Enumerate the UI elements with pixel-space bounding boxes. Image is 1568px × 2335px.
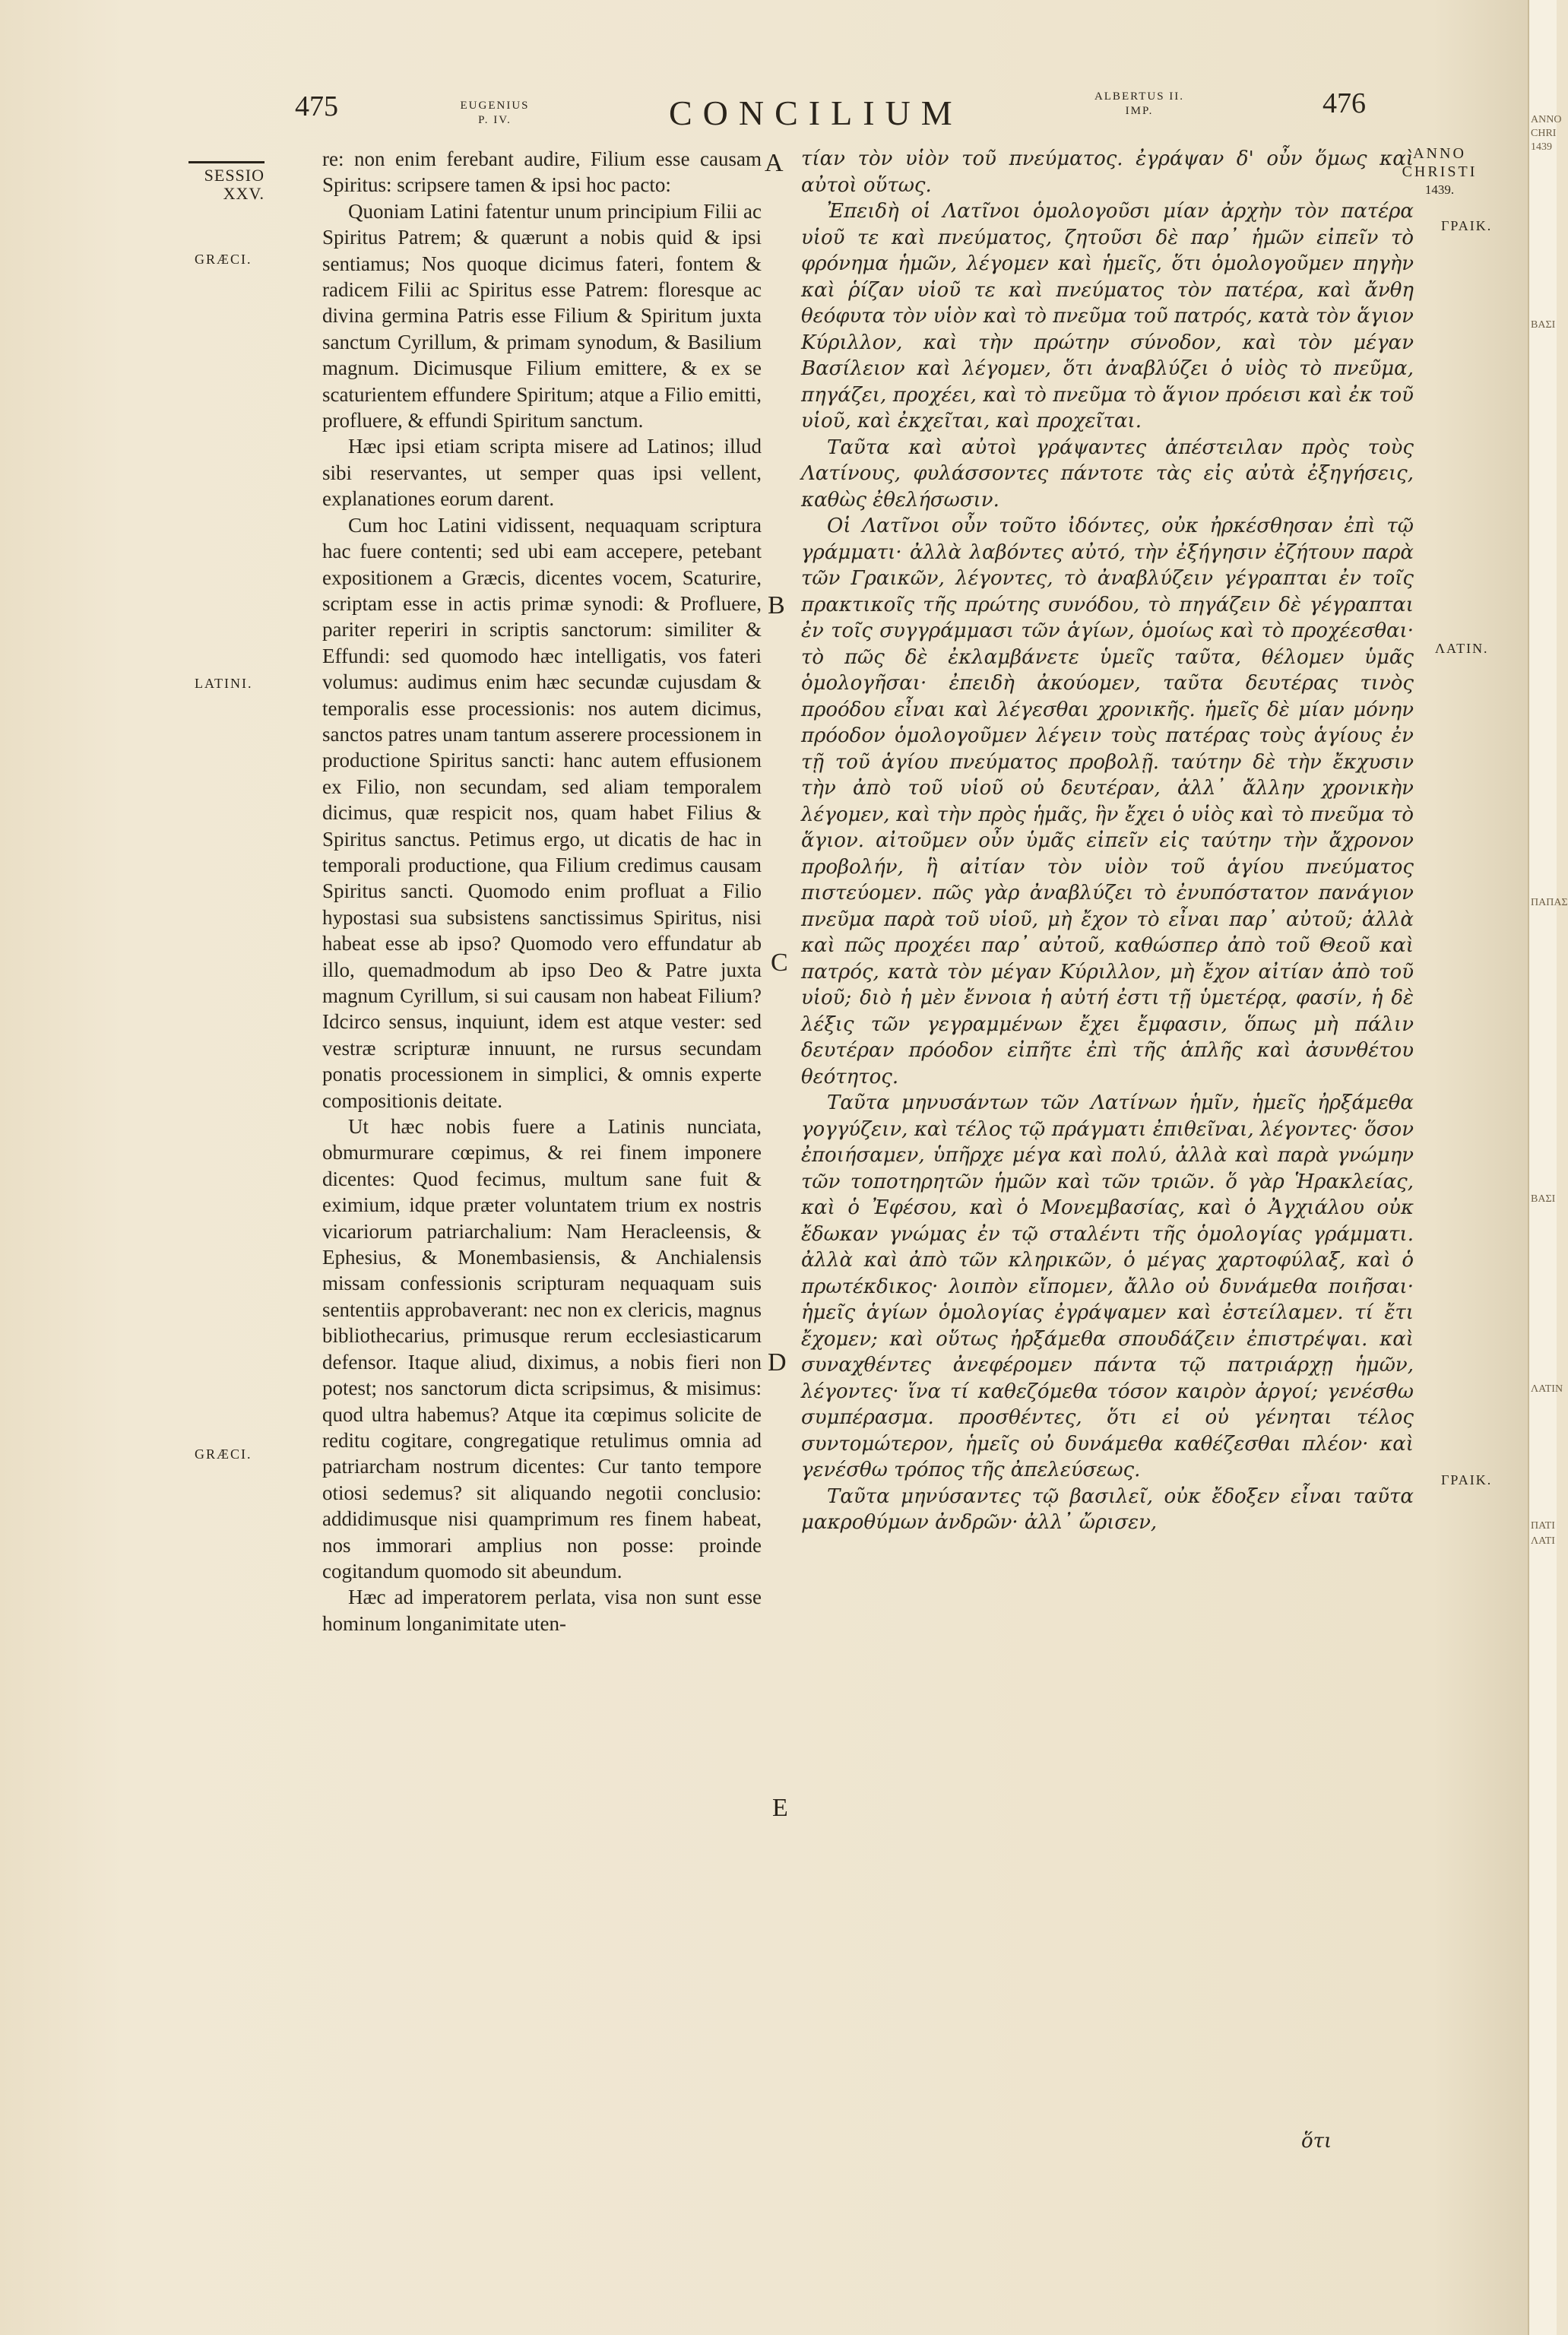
year-label-christi: CHRISTI: [1402, 163, 1478, 180]
facing-page-edge: [1528, 0, 1568, 2335]
edge-text: ANNO: [1531, 114, 1562, 125]
page-number-right: 476: [1323, 87, 1366, 119]
greek-text-column: [801, 146, 1414, 1536]
greek-paragraph: Ταῦτα μηνύσαντες τῷ βασιλεῖ, οὐκ ἔδοξεν εἶναι ταῦτα μακροθύμων ἀνδρῶν· ἀλλ᾽ ὤρισεν,: [801, 1484, 1414, 1534]
sidenote-graik: ΓΡΑΙΚ.: [1441, 218, 1493, 233]
latin-text-column: [322, 146, 762, 1636]
session-marker: [188, 161, 265, 203]
edge-text: CHRI: [1531, 128, 1557, 139]
running-head-emperor: [1082, 90, 1196, 119]
page-title: CONCILIUM: [669, 93, 963, 132]
greek-paragraph: τίαν τὸν υἱὸν τοῦ πνεύματος. ἐγράψαν δ' οὖν ὅμως καὶ αὐτοὶ οὕτως.: [801, 147, 1414, 197]
margin-letter-d: D: [768, 1348, 787, 1377]
session-number: XXV.: [223, 184, 265, 203]
pope-name: EUGENIUS: [460, 100, 530, 112]
greek-paragraph: Ταῦτα μηνυσάντων τῶν Λατίνων ἡμῖν, ἡμεῖς ἠρξάμεθα γογγύζειν, καὶ τέλος τῷ πράγματι ἐπιθεῖναι, λέγοντες· ὅσον ἐποιήσαμεν, ὑπῆρχε μέγα καὶ πολύ, ἀλλὰ καὶ παρὰ γνώμην τῶν τοποτηρητῶν ἡμῶν καὶ τῶν τριῶν. ὅ γὰρ Ἡρακλείας, καὶ ὁ Ἐφέσου, καὶ ὁ Μονεμβασίας, καὶ ὁ Ἀγχιάλου οὐκ ἔδωκαν γνώμας ἐν τῷ σταλέντι τῆς ὁμολογίας γράμματι. ἀλλὰ καὶ ἀπὸ τῶν κληρικῶν, ὁ μέγας χαρτοφύλαξ, καὶ ὁ πρωτέκδικος· λοιπὸν εἴπομεν, ἄλλο οὐ δυνάμεθα ποιῆσαι· ἡμεῖς ἁγίων ὁμολογίας ἐγράψαμεν καὶ ἐστείλαμεν. τί ἔτι ἔχομεν; καὶ οὕτως ἠρξάμεθα σπουδάζειν ἐπιστρέψαι. καὶ συναχθέντες ἀνεφέρομεν πάντα τῷ πατριάρχῃ ἡμῶν, λέγοντες· ἵνα τί καθεζόμεθα τόσον καιρὸν ἀργοί; γενέσθω συμπέρασμα. προσθέντες, ὅτι εἰ οὐ γένηται τέλος συντομώτερον, ἡμεῖς οὐ δυνάμεθα καθέζεσθαι πλέον· καὶ γενέσθω τρόπος τῆς ἀπελεύσεως.: [801, 1091, 1414, 1481]
session-rule: [188, 161, 265, 163]
pope-number: P. IV.: [478, 114, 512, 126]
edge-text: ΒΑΣΙ: [1531, 319, 1556, 331]
edge-text: ΠΑΠΑΣ: [1531, 897, 1568, 908]
latin-paragraph: Ut hæc nobis fuere a Latinis nunciata, obmurmurare cœpimus, & rei finem imponere dicentes: Quod fecimus, multum sane fuit & eximium, idque præter voluntatem trium ex nostris vicariorum patriarchalium: Nam Heracleensis, & Ephesius, & Monembasiensis, & Anchialensis missam confessionis scripturam nequaquam suis sententiis approbaverant: nec non ex clericis, magnus bibliothecarius, primusque rerum ecclesiasticarum defensor. Itaque aliud, diximus, a nobis fieri non potest; nos sanctorum dicta scripsimus, & misimus: quod ultra habemus? Atque ita cœpimus solicite de reditu cogitare, congregatique retulimus omnia ad patriarcham nostrum dicentes: Cur tanto tempore otiosi sedemus? sit aliquando negotii conclusio: addidimusque nisi quamprimum res finem habeat, nos immorari amplius non posse: proinde cogitandum quomodo sit abeundum.: [322, 1115, 762, 1583]
sidenote-graeci: GRÆCI.: [195, 1446, 252, 1462]
year-label-anno: ANNO: [1413, 145, 1466, 162]
edge-text: ΠΑΤΙ: [1531, 1520, 1555, 1532]
latin-paragraph: Hæc ad imperatorem perlata, visa non sunt esse hominum longanimitate uten-: [322, 1586, 762, 1635]
latin-paragraph: Hæc ipsi etiam scripta misere ad Latinos; illud sibi reservantes, ut semper quas ipsi vellent, explanationes eorum darent.: [322, 435, 762, 511]
edge-text: ΛΑΤΙΝ: [1531, 1383, 1563, 1395]
page-number-left: 475: [295, 90, 338, 122]
latin-paragraph: Cum hoc Latini vidissent, nequaquam scriptura hac fuere contenti; sed ubi eam accepere, petebant expositionem a Græcis, dicentes vocem, Scaturire, scriptam esse in actis primæ synodi: & Profluere, pariter reperiri in scriptis sanctorum: similiter & Effundi: sed quomodo hæc intelligatis, vos fateri volumus: audimus enim hæc secundæ cujusdam & temporalis esse processionis: nos autem dicimus, sanctos patres unam tantum asserere processionem in productione Spiritus sancti: hanc autem effusionem ex Filio, non secundam, sed aliam temporalem dicimus, quæ respicit nos, quam habet Filius & Spiritus sanctus. Petimus ergo, ut dicatis de hac in temporali productione, qua Filium credimus causam Spiritus sancti. Quomodo enim profluat a Filio hypostasi sua subsistens sanctissimus Spiritus, nisi habeat esse ab ipso? Quomodo vero effundatur ab illo, quemadmodum ab ipso Deo & Patre juxta magnum Cyrillum, si sui causam non habeat Filium? Idcirco sensus, inquiunt, idem est atque vester: sed vestræ scripturæ innuunt, ne rursus secundam ponatis processionem in simplici, & omnis experte compositionis deitate.: [322, 513, 762, 1112]
sidenote-latini: LATINI.: [195, 676, 253, 691]
margin-letter-b: B: [768, 591, 785, 619]
latin-paragraph: re: non enim ferebant audire, Filium esse causam Spiritus: scripsere tamen & ipsi hoc pacto:: [322, 147, 762, 197]
sidenote-graeci: GRÆCI.: [195, 252, 252, 267]
greek-paragraph: Ταῦτα καὶ αὐτοὶ γράψαντες ἀπέστειλαν πρὸς τοὺς Λατίνους, φυλάσσοντες πάντοτε τὰς εἰς αὐτὰ ἐξηγήσεις, καθὼς ἐθελήσωσιν.: [801, 436, 1414, 512]
margin-letter-c: C: [771, 949, 788, 977]
margin-letter-e: E: [772, 1794, 788, 1822]
sidenote-graik: ΓΡΑΙΚ.: [1441, 1472, 1493, 1487]
margin-letter-a: A: [765, 149, 784, 177]
year-value: 1439.: [1424, 182, 1455, 197]
emperor-name: ALBERTUS II.: [1094, 90, 1185, 103]
edge-text: ΒΑΣΙ: [1531, 1193, 1556, 1205]
edge-text: ΛΑΤΙ: [1531, 1535, 1555, 1547]
latin-paragraph: Quoniam Latini fatentur unum principium Filii ac Spiritus Patrem; & quærunt a nobis quid & ipsi sentiamus; Nos quoque dicimus fateri, fontem & radicem Filii ac Spiritus esse Patrem: floresque ac divina germina Patris esse Filium & Spiritum juxta sanctum Cyrillum, & primam synodum, & Basilium magnum. Dicimusque Filium emittere, & ex se scaturientem effundere Spiritum; atque a Filio emitti, profluere, & effundi Spiritum sanctum.: [322, 199, 762, 432]
running-head-pope: [453, 99, 537, 128]
greek-paragraph: Οἱ Λατῖνοι οὖν τοῦτο ἰδόντες, οὐκ ἠρκέσθησαν ἐπὶ τῷ γράμματι· ἀλλὰ λαβόντες αὐτό, τὴν ἐξήγησιν ἐζήτουν παρὰ τῶν Γραικῶν, λέγοντες, τὸ ἀναβλύζειν γέγραπται ἐν τοῖς πρακτικοῖς τῆς πρώτης συνόδου, τὸ πηγάζειν δὲ γέγραπται ἐν τοῖς συγγράμμασι τῶν ἁγίων, ὁμοίως καὶ τὸ προχέεσθαι· τὸ πῶς δὲ ἐκλαμβάνετε ὑμεῖς ταῦτα, θέλομεν ὑμᾶς ὁμολογῆσαι· ἐπειδὴ ἀκούομεν, ταῦτα δευτέρας τινὸς προόδου εἶναι καὶ λέγεσθαι χρονικῆς. ἡμεῖς δὲ μίαν μόνην πρόοδον ὁμολογοῦμεν λέγειν τοὺς πατέρας τοὺς ἁγίους ἐν τῇ τοῦ ἁγίου πνεύματος προβολῇ. ταύτην δὲ τὴν ἔκχυσιν τὴν ἀπὸ τοῦ υἱοῦ οὐ δευτέραν, ἀλλ᾽ ἄλλην χρονικὴν λέγομεν, καὶ τὴν πρὸς ἡμᾶς, ἣν ἔχει ὁ υἱὸς καὶ τὸ πνεῦμα τὸ ἅγιον. αἰτοῦμεν οὖν ὑμᾶς εἰπεῖν εἰς ταύτην τὴν ἄχρονον προβολήν, ἣ αἰτίαν τὸν υἱὸν τοῦ ἁγίου πνεύματος πιστεύομεν. πῶς γὰρ ἀναβλύζει τὸ ἐνυπόστατον πανάγιον πνεῦμα παρὰ τοῦ υἱοῦ, μὴ ἔχον τὸ εἶναι παρ᾽ αὐτοῦ; ἀλλὰ καὶ πῶς προχέει παρ᾽ αὐτοῦ, καθώσπερ ἀπὸ τοῦ Θεοῦ καὶ πατρός, κατὰ τὸν μέγαν Κύριλλον, μὴ ἔχον αἰτίαν ἀπὸ τοῦ υἱοῦ; διὸ ἡ μὲν ἔννοια ἡ αὐτή ἐστι τῇ ὑμετέρᾳ, φασίν, ἡ δὲ λέξις τῶν γεγραμμένων ἔχει ἔμφασιν, ὅπως μὴ πάλιν δευτέραν πρόοδον εἰπῆτε ἐπὶ τῆς ἁπλῆς καὶ ἀσυνθέτου θεότητος.: [801, 515, 1414, 1088]
greek-paragraph: Ἐπειδὴ οἱ Λατῖνοι ὁμολογοῦσι μίαν ἀρχὴν τὸν πατέρα υἱοῦ τε καὶ πνεύματος, ζητοῦσι δὲ παρ᾽ ἡμῶν εἰπεῖν τὸ φρόνημα ἡμῶν, λέγομεν καὶ ἡμεῖς, ὅτι ὁμολογοῦμεν πηγὴν καὶ ῥίζαν υἱοῦ τε καὶ πνεύματος τὸν πατέρα, καὶ ἄνθη θεόφυτα τὸν υἱὸν καὶ τὸ πνεῦμα τοῦ πατρός, κατὰ τὸν ἅγιον Κύριλλον, καὶ τὴν πρώτην σύνοδον, καὶ τὸν μέγαν Βασίλειον καὶ λέγομεν, ὅτι ἀναβλύζει ὁ υἱὸς τὸ πνεῦμα, πηγάζει, προχέει, καὶ τὸ πνεῦμα τὸ ἅγιον πρόεισι καὶ ἐκ τοῦ υἱοῦ, καὶ ἐκχεῖται, καὶ προχεῖται.: [801, 200, 1414, 432]
emperor-title: IMP.: [1125, 105, 1154, 117]
catchword: ὅτι: [1301, 2130, 1332, 2153]
session-label: SESSIO: [204, 166, 265, 185]
edge-text: 1439: [1531, 141, 1552, 153]
sidenote-latin: ΛΑΤΙΝ.: [1435, 641, 1489, 656]
